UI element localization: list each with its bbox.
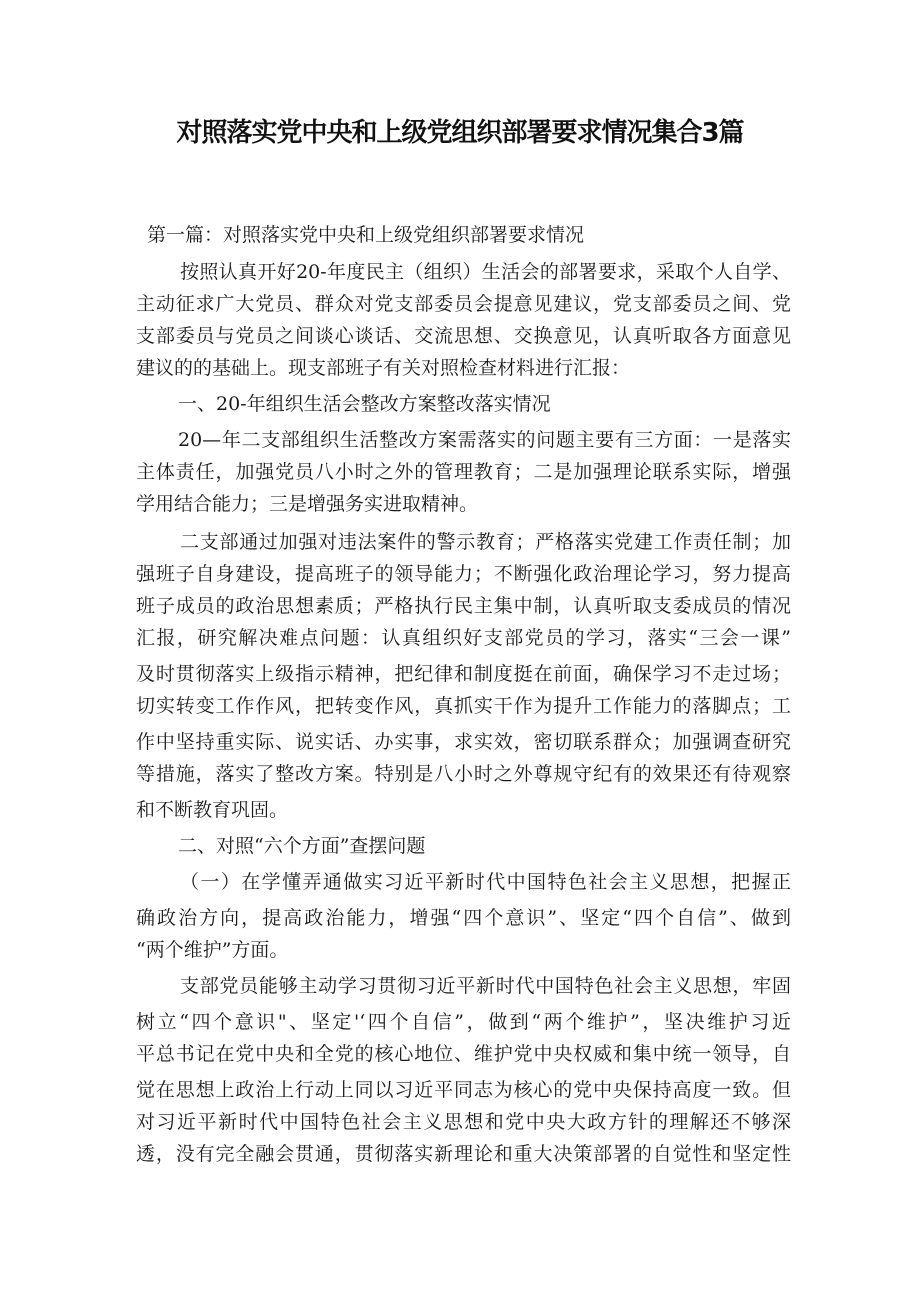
- paragraph-line: 按照认真开好20-年度民主（组织）生活会的部署要求，采取个人自学、: [180, 261, 791, 283]
- paragraph-line: “两个维护”方面。: [136, 939, 289, 961]
- paragraph-line: 支部党员能够主动学习贯彻习近平新时代中国特色社会主义思想，牢固: [180, 975, 791, 997]
- paragraph-line: 觉在思想上政治上行动上同以习近平同志为核心的党中央保持高度一致。但: [136, 1079, 791, 1101]
- paragraph-line: 班子成员的政治思想素质；严格执行民主集中制，认真听取支委成员的情况: [136, 595, 791, 617]
- paragraph-line: 切实转变工作作风，把转变作风，真抓实干作为提升工作能力的落脚点；工: [136, 695, 791, 717]
- paragraph-line: 二支部通过加强对违法案件的警示教育；严格落实党建工作责任制；加: [180, 531, 791, 553]
- section-heading: 一、20-年组织生活会整改方案整改落实情况: [178, 393, 551, 415]
- paragraph-line: （一）在学懂弄通做实习近平新时代中国特色社会主义思想，把握正: [180, 871, 791, 893]
- paragraph-line: 透，没有完全融会贯通，贯彻落实新理论和重大决策部署的自觉性和坚定性: [136, 1143, 791, 1165]
- paragraph-line: 学用结合能力；三是增强务实进取精神。: [136, 493, 479, 515]
- paragraph-line: 作中坚持重实际、说实话、办实事，求实效，密切联系群众；加强调查研究: [136, 731, 791, 753]
- section-heading: 二、对照“六个方面”查摆问题: [178, 835, 426, 857]
- document-title: 对照落实党中央和上级党组织部署要求情况集合3篇: [176, 118, 744, 148]
- part-one-heading: 第一篇：对照落实党中央和上级党组织部署要求情况: [147, 224, 585, 246]
- paragraph-line: 等措施，落实了整改方案。特别是八小时之外尊规守纪有的效果还有待观察: [136, 763, 791, 785]
- paragraph-line: 主动征求广大党员、群众对党支部委员会提意见建议，党支部委员之间、党: [136, 293, 791, 315]
- paragraph-line: 20—年二支部组织生活整改方案需落实的问题主要有三方面：一是落实: [178, 429, 791, 451]
- paragraph-line: 建议的的基础上。现支部班子有关对照检查材料进行汇报：: [136, 357, 631, 379]
- paragraph-line: 汇报，研究解决难点问题：认真组织好支部党员的学习，落实“三会一课”: [136, 627, 791, 649]
- paragraph-line: 树立“四个意识"、坚定'‘四个自信”，做到“两个维护”，坚决维护习近: [136, 1011, 791, 1033]
- paragraph-line: 和不断教育巩固。: [136, 799, 289, 821]
- paragraph-line: 强班子自身建设，提高班子的领导能力；不断强化政治理论学习，努力提高: [136, 563, 791, 585]
- paragraph-line: 对习近平新时代中国特色社会主义思想和党中央大政方针的理解还不够深: [136, 1111, 791, 1133]
- paragraph-line: 平总书记在党中央和全党的核心地位、维护党中央权威和集中统一领导，自: [136, 1043, 791, 1065]
- paragraph-line: 支部委员与党员之间谈心谈话、交流思想、交换意见，认真听取各方面意见: [136, 325, 791, 347]
- paragraph-line: 确政治方向，提高政治能力，增强“四个意识”、坚定“四个自信”、做到: [136, 907, 791, 929]
- paragraph-line: 及时贯彻落实上级指示精神，把纪律和制度挺在前面，确保学习不走过场；: [136, 663, 791, 685]
- paragraph-line: 主体责任，加强党员八小时之外的管理教育；二是加强理论联系实际，增强: [136, 461, 791, 483]
